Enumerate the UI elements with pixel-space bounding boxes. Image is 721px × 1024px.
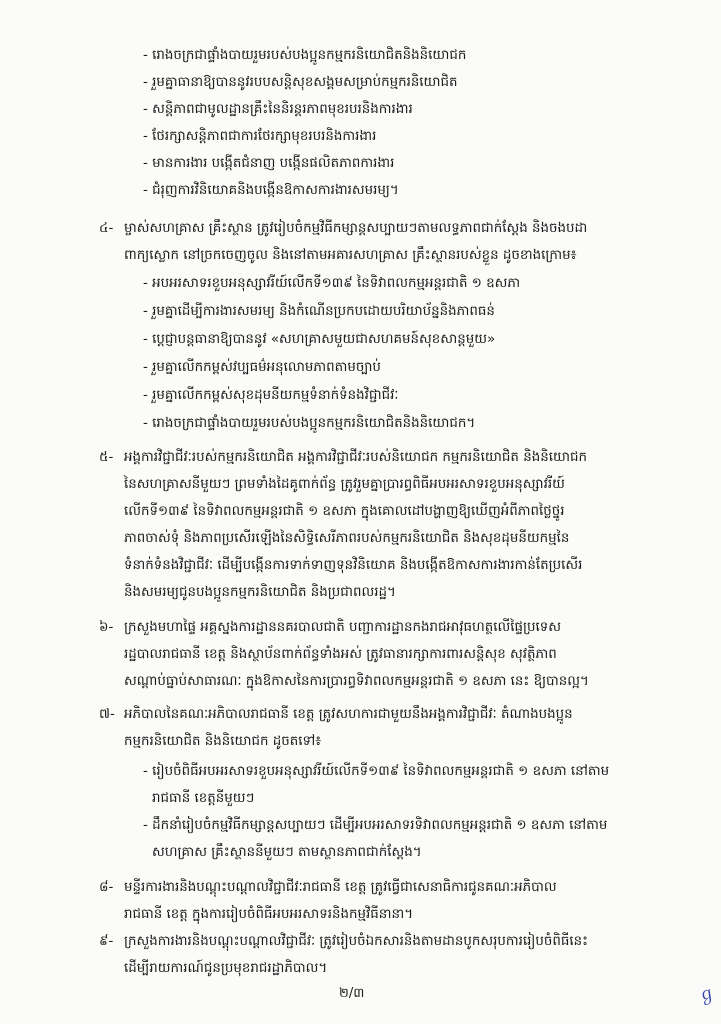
- bullet-line: - សន្តិភាព​ជា​មូលដ្ឋាន​គ្រឹះ​នៃ​និរន្តរភាព​មុខរបរ​និង​ការងារ: [143, 102, 413, 117]
- paragraph-line: ក្រសួង​ការងារ​និង​បណ្តុះបណ្តាល​វិជ្ជាជីវៈ ត្រូវ​រៀបចំ​ឯកសារ​និង​តាមដាន​បូកសរុប​ការ​រៀបចំ​ពិធី​នេះ: [124, 934, 589, 949]
- bullet-line: - រោងចក្រ​ជា​ផ្ទាំង​បាយ​រួម​របស់​បងប្អូន​កម្មករ​និយោជិត​និង​និយោជក។: [143, 416, 476, 431]
- paragraph-line: ក្រសួង​មហាផ្ទៃ អគ្គស្នងការដ្ឋាន​នគរបាល​ជាតិ បញ្ជាការដ្ឋាន​កងរាជអាវុធហត្ថ​លើ​ផ្ទៃ​ប្រទេស: [124, 620, 561, 635]
- paragraph-line: លើក​ទី​១៣៩ នៃ​ទិវា​ពលកម្ម​អន្តរជាតិ ១ ឧសភា ក្នុង​គោលដៅ​បង្ហាញ​ឱ្យ​ឃើញ​អំពី​ភាព​ថ្លៃថ្នូរ: [124, 504, 565, 519]
- bullet-line: - អបអរសាទរ​ខួប​អនុស្សាវរីយ៍​លើក​ទី​១៣៩ នៃ​ទិវា​ពលកម្ម​អន្តរជាតិ ១ ឧសភា: [143, 276, 521, 291]
- paragraph-line: ម្ចាស់​សហគ្រាស គ្រឹះស្ថាន ត្រូវ​រៀបចំ​កម្មវិធី​កម្សាន្ត​សប្បាយៗ​តាម​លទ្ធភាព​ជាក់ស្តែង និង​ចង​បដា: [124, 221, 588, 236]
- paragraph-line: និង​សមរម្យ​ជូន​បងប្អូន​កម្មករ​និយោជិត និង​ប្រជាពលរដ្ឋ។: [124, 585, 396, 600]
- paragraph-line: អង្គការ​វិជ្ជាជីវៈ​របស់​កម្មករ​និយោជិត អង្គការ​វិជ្ជាជីវៈ​របស់​និយោជក កម្មករ​និយោជិត និង​និយោជក: [124, 450, 587, 465]
- paragraph-line: រដ្ឋបាល​រាជធានី ខេត្ត និង​ស្ថាប័ន​ពាក់ព័ន្ធ​ទាំងអស់ ត្រូវ​ធានា​រក្សា​ការពារ​សន្តិសុខ សុវត្ថិភាព: [124, 647, 557, 662]
- page-number: ២/៣: [339, 986, 365, 1001]
- bullet-line: - ប្តេជ្ញា​បន្ត​ធានា​ឱ្យ​បាន​នូវ «សហគ្រាស​មួយ​ជា​សហគមន៍​សុខសាន្ត​មួយ»: [143, 332, 496, 347]
- initial-mark: ℊ: [694, 981, 719, 1008]
- paragraph-line: អភិបាល​នៃ​គណៈអភិបាល​រាជធានី ខេត្ត ត្រូវ​សហការ​ជាមួយ​នឹង​អង្គការ​វិជ្ជាជីវៈ តំណាង​បងប្អូន: [124, 707, 573, 722]
- bullet-continuation: សហគ្រាស គ្រឹះស្ថាន​នីមួយៗ តាម​ស្ថានភាព​ជាក់ស្តែង។: [152, 845, 422, 860]
- paragraph-line: ភាព​ចាស់ទុំ និង​ភាព​ប្រសើរ​ឡើង​នៃ​សិទ្ធិ​សេរីភាព​របស់​កម្មករ​និយោជិត និង​សុខដុមនីយកម្ម​នៃ: [124, 531, 570, 546]
- bullet-line: - រួមគ្នា​លើក​កម្ពស់​សុខដុមនីយកម្ម​ទំនាក់ទំនង​វិជ្ជាជីវៈ: [143, 388, 399, 403]
- item-number-7: ៧-: [99, 707, 115, 722]
- item-number-8: ៨-: [99, 880, 114, 895]
- item-number-6: ៦-: [99, 620, 114, 635]
- bullet-line: - ជំរុញ​ការ​វិនិយោគ​និង​បង្កើន​ឱកាស​ការងារ​សមរម្យ។: [143, 183, 399, 198]
- paragraph-line: ដើម្បី​រាយការណ៍​ជូន​ប្រមុខ​រាជរដ្ឋាភិបាល។: [124, 961, 328, 976]
- bullet-continuation: រាជធានី ខេត្ត​នីមួយៗ: [152, 791, 255, 806]
- bullet-line: - ដឹកនាំ​រៀបចំ​កម្មវិធី​កម្សាន្ត​សប្បាយៗ ដើម្បី​អបអរសាទរ​ទិវា​ពលកម្ម​អន្តរជាតិ ១ ឧសភា នៅ​តាម: [143, 818, 608, 833]
- item-number-5: ៥-: [99, 450, 114, 465]
- paragraph-line: ពាក្យស្លោក នៅ​ច្រក​ចេញ​ចូល និង​នៅ​តាម​អគារ​សហគ្រាស គ្រឹះស្ថាន​របស់​ខ្លួន ដូច​ខាងក្រោម៖: [124, 248, 577, 263]
- item-number-4: ៤-: [99, 221, 114, 236]
- bullet-line: - រោងចក្រ​ជា​ផ្ទាំង​បាយ​រួម​របស់​បងប្អូន​កម្មករ​និយោជិត​និង​និយោជក: [143, 48, 467, 63]
- paragraph-line: រាជធានី ខេត្ត ក្នុង​ការ​រៀបចំ​ពិធី​អបអរសាទរ​និង​កម្មវិធី​នានា។: [124, 907, 414, 922]
- bullet-line: - រៀបចំ​ពិធី​អបអរសាទរ​ខួប​អនុស្សាវរីយ៍​លើក​ទី​១៣៩ នៃ​ទិវា​ពលកម្ម​អន្តរជាតិ ១ ឧសភា នៅ​តាម: [143, 764, 610, 779]
- paragraph-line: មន្ទីរ​ការងារ​និង​បណ្តុះបណ្តាល​វិជ្ជាជីវៈ​រាជធានី ខេត្ត ត្រូវ​ធ្វើ​ជា​សេនាធិការ​ជូន​គណៈអភិបាល: [124, 880, 557, 895]
- paragraph-line: ទំនាក់ទំនង​វិជ្ជាជីវៈ ដើម្បី​បង្កើន​ការ​ទាក់ទាញ​ទុន​វិនិយោគ និង​បង្កើត​ឱកាស​ការងារ​កាន់តែ​ប្រសើរ: [124, 558, 583, 573]
- item-number-9: ៩-: [99, 934, 114, 949]
- bullet-line: - រួមគ្នា​លើក​កម្ពស់​វប្បធម៌​អនុលោមភាព​តាម​ច្បាប់: [143, 360, 381, 375]
- paragraph-line: សណ្តាប់ធ្នាប់​សាធារណៈ ក្នុង​ឱកាស​នៃ​ការ​ប្រារព្ធ​ទិវា​ពលកម្ម​អន្តរជាតិ ១ ឧសភា នេះ ឱ្យ​បាន​ល្អ។: [124, 674, 589, 689]
- paragraph-line: នៃ​សហគ្រាស​នីមួយៗ ព្រម​ទាំង​ដៃគូ​ពាក់ព័ន្ធ ត្រូវ​រួមគ្នា​ប្រារព្ធ​ពិធី​អបអរសាទរ​ខួប​អនុស្សាវរីយ៍: [124, 477, 565, 492]
- paragraph-line: កម្មករ​និយោជិត និង​និយោជក ដូច​តទៅ៖: [124, 734, 322, 749]
- bullet-line: - មាន​ការងារ បង្កើត​ជំនាញ បង្កើន​ផលិតភាព​ការងារ: [143, 156, 395, 171]
- bullet-line: - រួមគ្នា​ដើម្បី​ការងារ​សមរម្យ និង​កំណើន​ប្រកប​ដោយ​បរិយាប័ន្ន​និង​ភាព​ធន់: [143, 304, 495, 319]
- bullet-line: - ថែរក្សា​សន្តិភាព​ជា​ការ​ថែរក្សា​មុខរបរ​និង​ការងារ: [143, 129, 377, 144]
- bullet-line: - រួមគ្នា​ធានា​ឱ្យ​បាន​នូវ​របប​សន្តិសុខ​សង្គម​សម្រាប់​កម្មករ​និយោជិត: [143, 75, 458, 90]
